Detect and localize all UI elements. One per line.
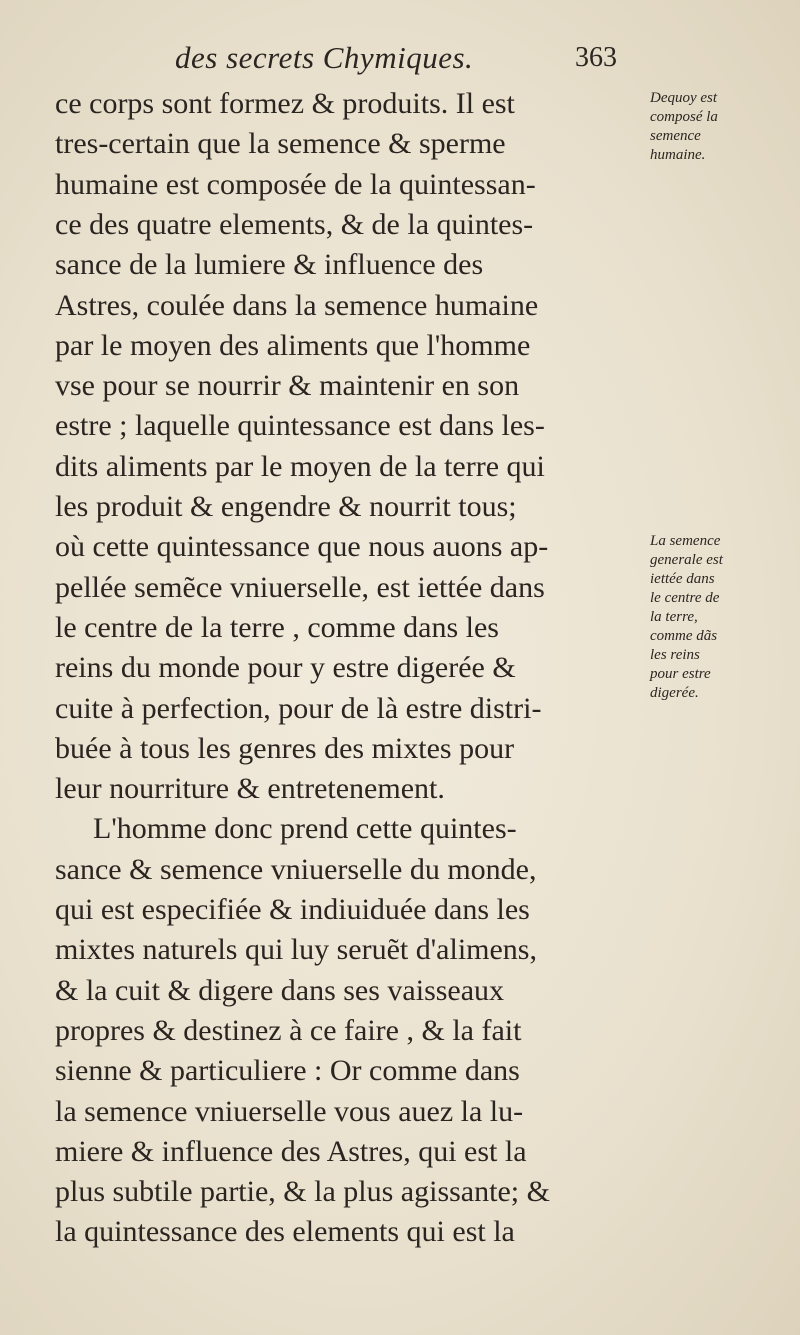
text-line: cuite à perfection, pour de là estre distri- — [55, 691, 542, 725]
running-header — [175, 40, 635, 90]
margin-note-line: iettée dans — [650, 571, 715, 588]
text-line: par le moyen des aliments que l'homme — [55, 328, 531, 362]
margin-note-line: generale est — [650, 552, 723, 569]
page-number: 363 — [575, 42, 617, 73]
margin-note-line: Dequoy est — [650, 90, 718, 106]
margin-note-line: digerée. — [650, 685, 699, 702]
text-line: sienne & particuliere : Or comme dans — [55, 1054, 520, 1088]
margin-note-line: la terre, — [650, 609, 698, 626]
margin-note-line: composé la — [650, 109, 718, 125]
text-line: ce corps sont formez & produits. Il est — [55, 87, 515, 120]
text-line: où cette quintessance que nous auons ap- — [55, 530, 549, 564]
text-line: leur nourriture & entretenement. — [55, 772, 445, 806]
text-line: estre ; laquelle quintessance est dans les- — [55, 409, 545, 443]
text-line: tres-certain que la semence & sperme — [55, 127, 506, 161]
margin-note-line: comme dãs — [650, 628, 718, 645]
text-line: sance de la lumiere & influence des — [55, 248, 484, 282]
text-line: humaine est composée de la quintessan- — [55, 167, 536, 201]
margin-note-line: La semence — [650, 533, 721, 550]
text-line: & la cuit & digere dans ses vaisseaux — [55, 973, 505, 1007]
text-line: le centre de la terre , comme dans les — [55, 610, 499, 644]
text-line: plus subtile partie, & la plus agissante; & — [55, 1175, 550, 1209]
text-line: miere & influence des Astres, qui est la — [55, 1134, 527, 1168]
margin-note-line: pour estre — [650, 666, 711, 683]
text-line: la semence vniuerselle vous auez la lu- — [55, 1094, 524, 1128]
text-line: qui est especifiée & indiuiduée dans les — [55, 893, 530, 926]
text-line: buée à tous les genres des mixtes pour — [55, 731, 515, 765]
text-line: reins du monde pour y estre digerée & — [55, 651, 516, 685]
margin-note-line: semence — [650, 128, 701, 144]
text-line: dits aliments par le moyen de la terre qui — [55, 449, 545, 483]
margin-note-line: le centre de — [650, 590, 720, 607]
text-line: L'homme donc prend cette quintes- — [93, 812, 517, 846]
text-line: sance & semence vniuerselle du monde, — [55, 852, 537, 886]
text-line: pellée semẽce vniuerselle, est iettée dans — [55, 570, 545, 604]
text-line: les produit & engendre & nourrit tous; — [55, 490, 517, 523]
margin-note-line: les reins — [650, 647, 700, 664]
text-line: Astres, coulée dans la semence humaine — [55, 288, 539, 322]
margin-note-line: humaine. — [650, 147, 706, 163]
text-line: propres & destinez à ce faire , & la fait — [55, 1013, 522, 1047]
text-line: vse pour se nourrir & maintenir en son — [55, 369, 520, 403]
running-title: des secrets Chymiques. — [175, 40, 474, 75]
text-line: la quintessance des elements qui est la — [55, 1215, 515, 1249]
text-line: mixtes naturels qui luy seruẽt d'alimens, — [55, 933, 537, 967]
text-line: ce des quatre elements, & de la quintes- — [55, 207, 534, 241]
